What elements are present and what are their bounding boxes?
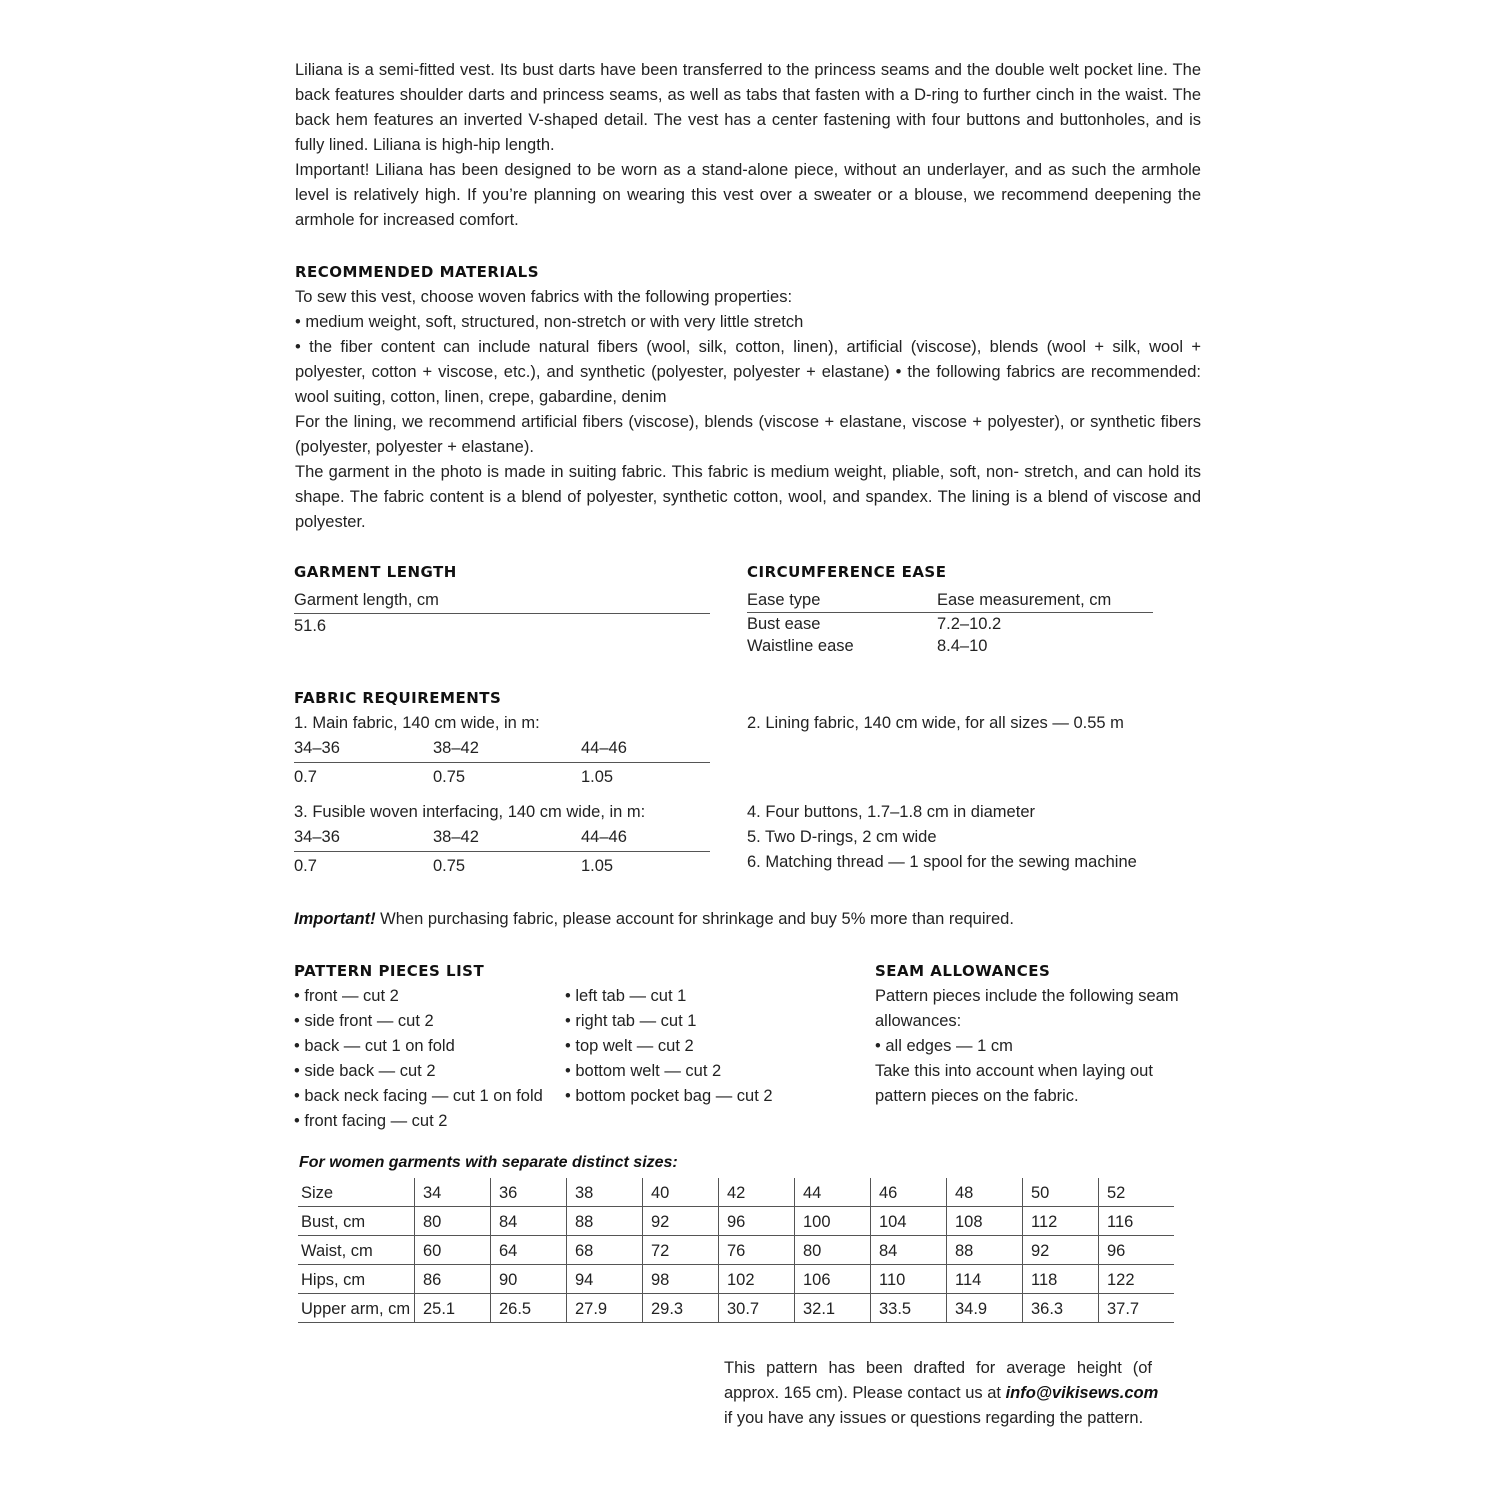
ease-row	[747, 613, 1153, 635]
size-table-cell: 96	[719, 1207, 795, 1236]
size-table-cell: 33.5	[871, 1294, 947, 1323]
size-table-cell: 72	[643, 1236, 719, 1265]
intro-important-paragraph: Important! Liliana has been designed to be worn as a stand-alone piece, without an underlayer, and as such the armhole level is relatively high. If you’re planning on wearing this vest over a sweater or a blouse, we recommend deepening the armhole for increased comfort.	[295, 161, 1201, 229]
ease-header-row	[747, 588, 1153, 613]
size-table-cell: 40	[643, 1178, 719, 1207]
pattern-piece: • side back — cut 2	[294, 1062, 436, 1080]
footer-line: This pattern has been drafted for average height (of	[724, 1359, 1152, 1377]
materials-bullet: • the fiber content can include natural fibers (wool, silk, cotton, linen), artificial (viscose), blends (wool + silk, wool + polyester, cotton + viscose, etc.), and synthetic (polyester, polyester + elastane) • the following fabrics are recommended: wool suiting, cotton, linen, crepe, gabardine, denim	[295, 338, 1201, 406]
size-table-cell: 96	[1099, 1236, 1175, 1265]
pattern-piece: • bottom welt — cut 2	[565, 1062, 722, 1080]
size-table-cell: 108	[947, 1207, 1023, 1236]
pattern-piece: • front facing — cut 2	[294, 1112, 448, 1130]
seam-text: Pattern pieces include the following seam	[875, 987, 1179, 1005]
garment-length-value: 51.6	[294, 617, 327, 635]
size-table-cell: 102	[719, 1265, 795, 1294]
size-table-cell: 52	[1099, 1178, 1175, 1207]
size-table-row-label: Waist, cm	[298, 1236, 415, 1265]
size-table-cell: 30.7	[719, 1294, 795, 1323]
size-range: 38–42	[433, 828, 479, 846]
materials-photo-note: The garment in the photo is made in suiting fabric. This fabric is medium weight, pliable, soft, non- stretch, and can hold its shape. The fabric content is a blend of polyester, synthetic cotton, wool, and spandex. The lining is a blend of viscose and polyester.	[295, 463, 1201, 531]
size-table-cell: 42	[719, 1178, 795, 1207]
fabric-heading-wrap	[294, 686, 501, 711]
size-table-cell: 86	[415, 1265, 491, 1294]
size-table-cell: 94	[567, 1265, 643, 1294]
main-fabric-values-row	[294, 765, 710, 790]
size-table-cell: 92	[643, 1207, 719, 1236]
ease-value: 8.4–10	[937, 637, 988, 655]
size-table-cell: 88	[567, 1207, 643, 1236]
footer-contact-text: approx. 165 cm). Please contact us at	[724, 1384, 1006, 1402]
footer-line: if you have any issues or questions regarding the pattern.	[724, 1409, 1144, 1427]
seam-text: allowances:	[875, 1012, 962, 1030]
pattern-piece: • right tab — cut 1	[565, 1012, 697, 1030]
fabric-heading: FABRIC REQUIREMENTS	[294, 689, 502, 707]
notions-list	[747, 800, 1137, 875]
size-range: 44–46	[581, 828, 627, 846]
size-table-row	[298, 1236, 1174, 1265]
important-text: When purchasing fabric, please account for shrinkage and buy 5% more than required.	[375, 910, 1014, 928]
footer-note	[724, 1356, 1159, 1431]
garment-length-heading: GARMENT LENGTH	[294, 563, 457, 581]
ease-section	[747, 560, 1153, 657]
seam-text: Take this into account when laying out	[875, 1062, 1153, 1080]
size-table-cell: 84	[871, 1236, 947, 1265]
ease-row	[747, 635, 1153, 657]
main-fabric-sizes-row	[294, 736, 710, 763]
ease-heading: CIRCUMFERENCE EASE	[747, 563, 947, 581]
pattern-pieces-heading: PATTERN PIECES LIST	[294, 962, 485, 980]
size-table-row-label: Bust, cm	[298, 1207, 415, 1236]
size-table-cell: 29.3	[643, 1294, 719, 1323]
size-table-cell: 92	[1023, 1236, 1099, 1265]
size-table-cell: 48	[947, 1178, 1023, 1207]
main-fabric-block	[294, 711, 710, 790]
size-table-cell: 100	[795, 1207, 871, 1236]
size-table-cell: 80	[415, 1207, 491, 1236]
pattern-piece: • top welt — cut 2	[565, 1037, 694, 1055]
pattern-piece: • back neck facing — cut 1 on fold	[294, 1087, 543, 1105]
contact-email: info@vikisews.com	[1005, 1384, 1159, 1402]
size-table-cell: 50	[1023, 1178, 1099, 1207]
fabric-amount: 0.75	[433, 768, 466, 786]
size-table-cell: 37.7	[1099, 1294, 1175, 1323]
garment-length-label: Garment length, cm	[294, 588, 710, 614]
seam-heading: SEAM ALLOWANCES	[875, 962, 1051, 980]
size-table-row	[298, 1265, 1174, 1294]
interfacing-amount: 1.05	[581, 857, 614, 875]
pattern-piece: • left tab — cut 1	[565, 987, 687, 1005]
size-table-cell: 27.9	[567, 1294, 643, 1323]
notion-buttons: 4. Four buttons, 1.7–1.8 cm in diameter	[747, 803, 1035, 821]
size-table-cell: 26.5	[491, 1294, 567, 1323]
ease-col-measure: Ease measurement, cm	[937, 591, 1112, 609]
size-table-cell: 90	[491, 1265, 567, 1294]
pattern-pieces-heading-wrap	[294, 959, 484, 984]
size-table	[298, 1178, 1174, 1323]
intro-paragraph: Liliana is a semi-fitted vest. Its bust darts have been transferred to the princess seams and the double welt pocket line. The back features shoulder darts and princess seams, as well as tabs that fasten with a D-ring to further cinch in the waist. The back hem features an inverted V-shaped detail. The vest has a center fastening with four buttons and buttonholes, and is fully lined. Liliana is high-hip length.	[295, 61, 1201, 154]
size-table-cell: 44	[795, 1178, 871, 1207]
important-label: Important!	[294, 910, 376, 928]
ease-col-type: Ease type	[747, 591, 821, 609]
size-table-cell: 38	[567, 1178, 643, 1207]
size-table-cell: 34.9	[947, 1294, 1023, 1323]
seam-text: • all edges — 1 cm	[875, 1037, 1013, 1055]
size-table-cell: 64	[491, 1236, 567, 1265]
seam-allowances-section	[875, 959, 1179, 1109]
size-table-row-label: Upper arm, cm	[298, 1294, 415, 1323]
size-table-cell: 36.3	[1023, 1294, 1099, 1323]
size-table-cell: 80	[795, 1236, 871, 1265]
pattern-piece: • bottom pocket bag — cut 2	[565, 1087, 773, 1105]
main-fabric-title: 1. Main fabric, 140 cm wide, in m:	[294, 714, 540, 732]
notion-d-rings: 5. Two D-rings, 2 cm wide	[747, 828, 937, 846]
size-table-cell: 84	[491, 1207, 567, 1236]
size-table-row	[298, 1294, 1174, 1323]
materials-intro: To sew this vest, choose woven fabrics with the following properties:	[295, 288, 793, 306]
size-table-cell: 32.1	[795, 1294, 871, 1323]
interfacing-sizes-row	[294, 825, 710, 852]
size-table-cell: 60	[415, 1236, 491, 1265]
size-table-cell: 68	[567, 1236, 643, 1265]
size-range: 34–36	[294, 739, 340, 757]
size-table-cell: 46	[871, 1178, 947, 1207]
size-table-cell: 106	[795, 1265, 871, 1294]
pattern-piece: • front — cut 2	[294, 987, 399, 1005]
notion-thread: 6. Matching thread — 1 spool for the sewing machine	[747, 853, 1137, 871]
lining-fabric	[747, 711, 1124, 736]
size-table-row	[298, 1207, 1174, 1236]
size-table-cell: 112	[1023, 1207, 1099, 1236]
size-table-wrap	[298, 1178, 1174, 1323]
interfacing-values-row	[294, 854, 710, 879]
materials-bullet: • medium weight, soft, structured, non-stretch or with very little stretch	[295, 313, 804, 331]
shrinkage-note	[294, 907, 1014, 932]
size-table-cell: 76	[719, 1236, 795, 1265]
footer-line	[724, 1381, 1159, 1406]
size-table-cell: 118	[1023, 1265, 1099, 1294]
size-range: 44–46	[581, 739, 627, 757]
size-table-cell: 25.1	[415, 1294, 491, 1323]
ease-type: Bust ease	[747, 615, 821, 633]
size-table-cell: 34	[415, 1178, 491, 1207]
pattern-pieces-col1	[294, 984, 543, 1134]
size-table-cell: 88	[947, 1236, 1023, 1265]
materials-heading: RECOMMENDED MATERIALS	[295, 263, 540, 281]
size-table-cell: 114	[947, 1265, 1023, 1294]
fabric-amount: 0.7	[294, 768, 317, 786]
fabric-amount: 1.05	[581, 768, 614, 786]
size-table-title: For women garments with separate distinct sizes:	[299, 1154, 678, 1171]
pattern-pieces-col2	[565, 984, 773, 1109]
lining-fabric-text: 2. Lining fabric, 140 cm wide, for all sizes — 0.55 m	[747, 714, 1124, 732]
size-table-cell: 110	[871, 1265, 947, 1294]
interfacing-amount: 0.7	[294, 857, 317, 875]
intro-section	[295, 58, 1201, 233]
size-table-cell: 36	[491, 1178, 567, 1207]
size-table-cell: 122	[1099, 1265, 1175, 1294]
materials-section	[295, 260, 1201, 535]
seam-text: pattern pieces on the fabric.	[875, 1087, 1079, 1105]
size-range: 34–36	[294, 828, 340, 846]
size-table-row-label: Hips, cm	[298, 1265, 415, 1294]
ease-value: 7.2–10.2	[937, 615, 1002, 633]
pattern-piece: • side front — cut 2	[294, 1012, 434, 1030]
size-table-row	[298, 1178, 1174, 1207]
garment-length-section	[294, 560, 710, 639]
interfacing-block	[294, 800, 710, 879]
size-table-cell: 104	[871, 1207, 947, 1236]
size-range: 38–42	[433, 739, 479, 757]
size-table-row-label: Size	[298, 1178, 415, 1207]
interfacing-amount: 0.75	[433, 857, 466, 875]
pattern-piece: • back — cut 1 on fold	[294, 1037, 455, 1055]
size-table-cell: 98	[643, 1265, 719, 1294]
size-table-cell: 116	[1099, 1207, 1175, 1236]
interfacing-title: 3. Fusible woven interfacing, 140 cm wide, in m:	[294, 803, 646, 821]
materials-lining: For the lining, we recommend artificial fibers (viscose), blends (viscose + elastane, viscose + polyester), or synthetic fibers (polyester, polyester + elastane).	[295, 413, 1201, 456]
ease-type: Waistline ease	[747, 637, 854, 655]
